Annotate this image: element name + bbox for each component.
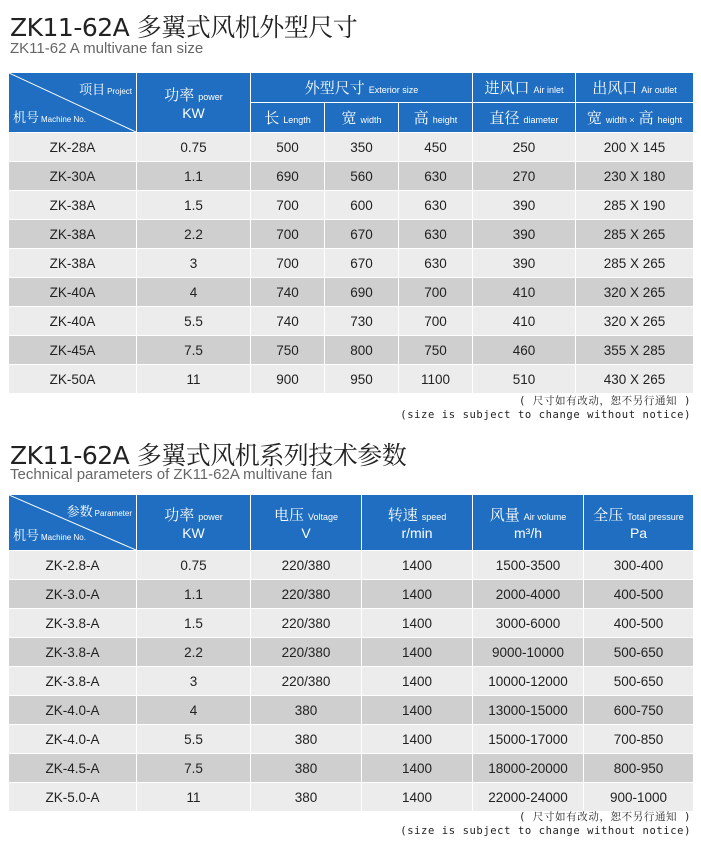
table-cell: ZK-40A (9, 307, 137, 336)
table-cell: ZK-4.5-A (9, 754, 137, 783)
size-table-body (9, 133, 694, 394)
table-cell: 740 (251, 307, 325, 336)
table-cell: 285 X 190 (576, 191, 694, 220)
table-cell: ZK-4.0-A (9, 725, 137, 754)
table-cell: 250 (473, 133, 576, 162)
table-cell: 700 (251, 220, 325, 249)
table-cell: ZK-38A (9, 220, 137, 249)
table-row (9, 725, 694, 754)
machine-no-label: 机号 Machine No. (13, 110, 86, 125)
table-cell: 7.5 (137, 754, 251, 783)
table-cell: 11 (137, 365, 251, 394)
table-cell: 2.2 (137, 220, 251, 249)
size-table (8, 72, 694, 394)
diameter-header: 直径 diameter (473, 103, 576, 133)
table-row (9, 191, 694, 220)
table-row (9, 783, 694, 812)
table-cell: 2.2 (137, 638, 251, 667)
table-cell: 1.5 (137, 609, 251, 638)
table-cell: 3 (137, 667, 251, 696)
speed-header: 转速 speed r/min (362, 495, 473, 551)
table-cell: 800 (325, 336, 399, 365)
table-cell: 5.5 (137, 307, 251, 336)
table-cell: 300-400 (584, 551, 694, 580)
table-cell: 2000-4000 (473, 580, 584, 609)
table-cell: 390 (473, 249, 576, 278)
table-row (9, 696, 694, 725)
table-cell: 220/380 (251, 551, 362, 580)
table-cell: 1400 (362, 638, 473, 667)
table-row (9, 278, 694, 307)
table-cell: 1100 (399, 365, 473, 394)
table-cell: 320 X 265 (576, 307, 694, 336)
table-cell: 3 (137, 249, 251, 278)
air-volume-header: 风量 Air volume m³/h (473, 495, 584, 551)
table-cell: ZK-5.0-A (9, 783, 137, 812)
table-row (9, 249, 694, 278)
table-cell: ZK-38A (9, 249, 137, 278)
tech-params-table (8, 494, 694, 812)
table-cell: 1500-3500 (473, 551, 584, 580)
machine-no-label: 机号 Machine No. (13, 528, 86, 543)
power-header: 功率 power KW (137, 73, 251, 133)
table-cell: 270 (473, 162, 576, 191)
table-cell: 900-1000 (584, 783, 694, 812)
table-cell: 220/380 (251, 609, 362, 638)
air-outlet-header: 出风口 Air outlet (576, 73, 694, 103)
height-header: 高 height (399, 103, 473, 133)
table-cell: 670 (325, 220, 399, 249)
table-cell: 380 (251, 783, 362, 812)
table-row (9, 162, 694, 191)
diagonal-header-cell (9, 73, 137, 133)
table-cell: 390 (473, 220, 576, 249)
table-cell: 630 (399, 249, 473, 278)
table-cell: 0.75 (137, 551, 251, 580)
table-cell: 18000-20000 (473, 754, 584, 783)
table-cell: ZK-28A (9, 133, 137, 162)
table-cell: 380 (251, 754, 362, 783)
table-cell: 750 (251, 336, 325, 365)
table-cell: ZK-38A (9, 191, 137, 220)
table-cell: 355 X 285 (576, 336, 694, 365)
table-cell: 700 (399, 278, 473, 307)
table-cell: 630 (399, 220, 473, 249)
section1-subtitle: ZK11-62 A multivane fan size (10, 40, 204, 57)
table-cell: 0.75 (137, 133, 251, 162)
table-cell: 730 (325, 307, 399, 336)
table-cell: 320 X 265 (576, 278, 694, 307)
table-cell: 380 (251, 696, 362, 725)
table-cell: 1.1 (137, 162, 251, 191)
width-header: 宽 width (325, 103, 399, 133)
table-cell: 4 (137, 278, 251, 307)
parameter-label: 参数 Parameter (66, 504, 132, 519)
section1-title: ZK11-62A 多翼式风机外型尺寸 (10, 13, 358, 42)
table-cell: 285 X 265 (576, 249, 694, 278)
project-label: 项目 Project (79, 82, 132, 97)
note-zh: ( 尺寸如有改动，恕不另行通知 ) (519, 811, 691, 823)
table-cell: 390 (473, 191, 576, 220)
table-cell: 500-650 (584, 638, 694, 667)
section2-note (400, 810, 691, 838)
table-row (9, 365, 694, 394)
air-inlet-header: 进风口 Air inlet (473, 73, 576, 103)
table-cell: ZK-2.8-A (9, 551, 137, 580)
table-cell: 800-950 (584, 754, 694, 783)
table-cell: ZK-4.0-A (9, 696, 137, 725)
table-cell: 1400 (362, 696, 473, 725)
table-row (9, 638, 694, 667)
table-cell: 900 (251, 365, 325, 394)
table-cell: ZK-50A (9, 365, 137, 394)
tech-params-table-body (9, 551, 694, 812)
section1-note (400, 394, 691, 422)
table-cell: 15000-17000 (473, 725, 584, 754)
table-cell: 450 (399, 133, 473, 162)
table-cell: 230 X 180 (576, 162, 694, 191)
table-row (9, 754, 694, 783)
table-cell: ZK-40A (9, 278, 137, 307)
table-cell: 560 (325, 162, 399, 191)
table-cell: 950 (325, 365, 399, 394)
table-cell: 1400 (362, 580, 473, 609)
table-cell: ZK-3.8-A (9, 638, 137, 667)
table-row (9, 609, 694, 638)
table-row (9, 220, 694, 249)
table-cell: 700 (399, 307, 473, 336)
table-cell: 630 (399, 191, 473, 220)
table-cell: 1.1 (137, 580, 251, 609)
exterior-size-header: 外型尺寸 Exterior size (251, 73, 473, 103)
table-cell: 670 (325, 249, 399, 278)
table-cell: 740 (251, 278, 325, 307)
table-cell: 430 X 265 (576, 365, 694, 394)
table-cell: 750 (399, 336, 473, 365)
total-pressure-header: 全压 Total pressure Pa (584, 495, 694, 551)
table-row (9, 580, 694, 609)
table-cell: 9000-10000 (473, 638, 584, 667)
table-cell: 220/380 (251, 580, 362, 609)
table-cell: 11 (137, 783, 251, 812)
table-cell: 410 (473, 307, 576, 336)
table-cell: 22000-24000 (473, 783, 584, 812)
table-cell: 500-650 (584, 667, 694, 696)
table-cell: 510 (473, 365, 576, 394)
power-header: 功率 power KW (137, 495, 251, 551)
note-zh: ( 尺寸如有改动，恕不另行通知 ) (519, 395, 691, 407)
table-cell: 200 X 145 (576, 133, 694, 162)
table-cell: 400-500 (584, 609, 694, 638)
table-cell: 690 (251, 162, 325, 191)
table-cell: 1400 (362, 754, 473, 783)
length-header: 长 Length (251, 103, 325, 133)
table-cell: 410 (473, 278, 576, 307)
table-cell: 380 (251, 725, 362, 754)
table-cell: 500 (251, 133, 325, 162)
table-row (9, 551, 694, 580)
table-cell: 1400 (362, 609, 473, 638)
table-cell: ZK-45A (9, 336, 137, 365)
table-cell: 1400 (362, 667, 473, 696)
note-en: (size is subject to change without notice) (400, 825, 691, 837)
table-cell: 220/380 (251, 638, 362, 667)
table-cell: 1.5 (137, 191, 251, 220)
table-cell: 1400 (362, 783, 473, 812)
table-cell: 690 (325, 278, 399, 307)
outlet-dimension-header: 宽 width × 高 height (576, 103, 694, 133)
table-cell: 3000-6000 (473, 609, 584, 638)
table-cell: ZK-30A (9, 162, 137, 191)
voltage-header: 电压 Voltage V (251, 495, 362, 551)
table-cell: 700-850 (584, 725, 694, 754)
table-cell: 1400 (362, 725, 473, 754)
table-row (9, 667, 694, 696)
table-cell: 400-500 (584, 580, 694, 609)
table-cell: 285 X 265 (576, 220, 694, 249)
table-cell: 10000-12000 (473, 667, 584, 696)
table-cell: 1400 (362, 551, 473, 580)
table-cell: 600-750 (584, 696, 694, 725)
table-cell: 4 (137, 696, 251, 725)
table-row (9, 336, 694, 365)
table-cell: 220/380 (251, 667, 362, 696)
table-cell: 630 (399, 162, 473, 191)
table-cell: 7.5 (137, 336, 251, 365)
table-cell: ZK-3.8-A (9, 609, 137, 638)
table-cell: 600 (325, 191, 399, 220)
table-cell: ZK-3.8-A (9, 667, 137, 696)
table-cell: 700 (251, 249, 325, 278)
table-row (9, 133, 694, 162)
table-cell: 700 (251, 191, 325, 220)
table-cell: 350 (325, 133, 399, 162)
section2-subtitle: Technical parameters of ZK11-62A multivane fan (10, 466, 333, 483)
table-row (9, 307, 694, 336)
table-cell: ZK-3.0-A (9, 580, 137, 609)
section2-title: ZK11-62A 多翼式风机系列技术参数 (10, 441, 407, 470)
table-cell: 5.5 (137, 725, 251, 754)
note-en: (size is subject to change without notice) (400, 409, 691, 421)
table-cell: 13000-15000 (473, 696, 584, 725)
table-cell: 460 (473, 336, 576, 365)
diagonal-header-cell (9, 495, 137, 551)
